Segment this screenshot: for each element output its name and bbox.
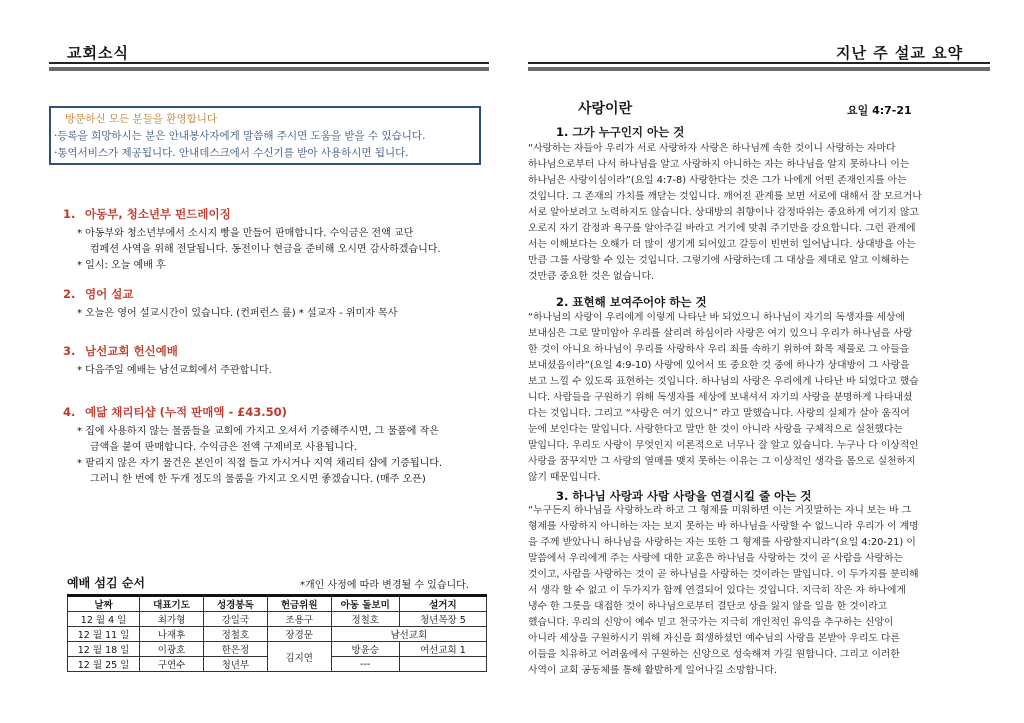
rota-cell: 최가형 [140,612,204,627]
column-header: 헌금위원 [267,596,331,612]
announcement-heading [63,286,503,302]
welcome-box [49,106,481,165]
sermon-line: 을 주께 받았나니 하나님을 사랑하는 자는 또한 그 형제를 사랑할지니라”(요일 4:20-21) 이 [528,537,916,548]
sermon-line: 다는 것입니다. 그리고 “사랑은 여기 있으니” 라고 말했습니다. 사랑의 실체가 살아 움직여 [528,408,910,419]
table-row [68,642,487,657]
rota-date: 12 월 18 일 [68,642,140,657]
announcement-heading [63,343,503,359]
announcement-line: * 아동부와 청소년부에서 소시지 빵을 만들어 판매합니다. 수익금은 전액 교단 [77,228,414,239]
sermon-line: 아니라 세상을 구원하시기 위해 자신을 희생하셨던 예수님의 사랑을 본받아 우리도 다른 [528,633,900,644]
right-header-rule-thick [528,67,990,71]
sermon-paragraph [528,141,988,285]
sermon-line: 말입니다. 우리도 사랑이 무엇인지 이론적으로 너무나 잘 알고 있습니다. 누구나 다 이상적인 [528,440,919,451]
sermon-line: 서 생각 할 수 없고 이 두가지가 함께 연결되어 있다는 것입니다. 지극히 작은 자 하나에게 [528,585,906,596]
rota-cell: 방윤승 [331,642,399,657]
rota-cell [399,657,486,672]
announcement-title: 남선교회 헌신예배 [85,344,178,358]
left-header-rule-thick [49,67,489,71]
announcement-title: 영어 설교 [85,287,134,301]
sermon-line: 보고 느낄 수 있도록 표현하는 것입니다. 하나님의 사랑은 우리에게 나타난 바 되었다고 했습 [528,376,919,387]
announcement-line: 그러니 한 번에 한 두개 정도의 물품을 가지고 오시면 좋겠습니다. (매주 오픈) [90,474,426,485]
sermon-line: 하나님으로부터 나서 하나님을 알고 사랑하지 아니하는 자는 하나님을 알지 못하나니 이는 [528,159,910,170]
sermon-point-heading: 3. 하나님 사랑과 사람 사랑을 연결시킬 줄 아는 것 [556,489,812,503]
left-header-title: 교회소식 [67,44,129,62]
column-header: 아동 돌보미 [331,596,399,612]
sermon-line: “하나님의 사랑이 우리에게 이렇게 나타난 바 되었으니 하나님이 자기의 독생자를 세상에 [528,312,905,323]
announcement-heading [63,404,503,420]
rota-cell: 청년부 [203,657,267,672]
sermon-line: 서는 이해보다는 오해가 더 많이 생기게 되어있고 갈등이 빈번히 일어납니다. 상대방을 아는 [528,239,916,250]
sermon-scripture: 요일 4:7-21 [847,104,912,117]
rota-cell: 김지연 [267,642,331,672]
sermon-line: 않기 때문입니다. [528,472,601,483]
column-header: 성경봉독 [203,596,267,612]
announcement-line: * 오늘은 영어 설교시간이 있습니다. (컨퍼런스 룸) * 설교자 - 위미자 목사 [77,308,398,319]
announcement-line: * 팔리지 않은 자기 물건은 본인이 직접 들고 가시거나 지역 채리티 샵에 기증됩니다. [77,458,443,469]
welcome-line: ·통역서비스가 제공됩니다. 안내데스크에서 수신기를 받아 사용하시면 됩니다. [54,147,409,159]
rota-cell: 장경문 [267,627,331,642]
sermon-point-heading: 1. 그가 누구인지 아는 것 [556,125,685,139]
rota-cell: 구연수 [140,657,204,672]
announcement-heading [63,206,503,222]
sermon-line: 것만큼 중요한 것은 없습니다. [528,271,655,282]
announcement-line: * 일시: 오늘 예배 후 [77,260,166,271]
sermon-paragraph [528,503,988,679]
announcement-3 [63,343,503,379]
column-header: 대표기도 [140,596,204,612]
rota-cell: 정철호 [203,627,267,642]
rota-cell: 정철호 [331,612,399,627]
announcement-title: 아동부, 청소년부 펀드레이징 [85,207,231,221]
rota-date: 12 월 4 일 [68,612,140,627]
left-header-rule [49,62,489,64]
rota-cell: 조용구 [267,612,331,627]
sermon-line: 하나님은 사랑이심이라”(요일 4:7-8) 사랑한다는 것은 그가 나에게 어떤 존재인지를 아는 [528,175,907,186]
announcement-line: 컴페션 사역을 위해 전달됩니다. 동전이나 현금을 준비해 오시면 감사하겠습니다. [90,244,441,255]
rota-cell: 남선교회 [331,627,486,642]
rota-date: 12 월 25 일 [68,657,140,672]
announcement-1 [63,206,503,274]
column-header: 설거지 [399,596,486,612]
sermon-line: 보내심은 그로 말미암아 우리를 살리려 하심이라 사랑은 여기 있으니 우리가 하나님을 사랑 [528,328,913,339]
table-row [68,612,487,627]
table-row [68,627,487,642]
rota-cell: 청년목장 5 [399,612,486,627]
sermon-line: 만큼 그를 사랑할 수 있는 것입니다. 그렇기에 사랑하는데 그 대상을 제대로 알고 이해하는 [528,255,910,266]
sermon-line: 이들을 치유하고 어려움에서 구원하는 신앙으로 성숙해져 가길 원합니다. 그리고 이러한 [528,649,900,660]
sermon-line: 사랑을 꿈꾸지만 그 사랑의 열매를 맺지 못하는 이유는 그 이상적인 생각을 몸으로 실천하지 [528,456,916,467]
right-header-title: 지난 주 설교 요약 [836,44,964,62]
sermon-line: “누구든지 하나님을 사랑하노라 하고 그 형제를 미워하면 이는 거짓말하는 자니 보는 바 그 [528,505,912,516]
rota-cell: 여선교회 1 [399,642,486,657]
sermon-line: 오로지 자기 감정과 욕구를 알아주길 바라고 거기에 맞춰 주기만을 강요합니다. 그런 관계에 [528,223,916,234]
announcement-number: 3. [63,344,76,358]
announcement-title: 예닮 채리티샵 (누적 판매액 - £43.50) [85,405,287,419]
sermon-line: 한 것이 아니요 하나님이 우리를 사랑하사 우리 죄를 속하기 위하여 화목 제물로 그 아들을 [528,344,910,355]
welcome-title: 방문하신 모든 분들을 환영합니다 [65,113,218,125]
column-header: 날짜 [68,596,140,612]
rota-cell: --- [331,657,399,672]
right-header-rule [528,62,990,64]
sermon-line: 형제를 사랑하지 아니하는 자는 보지 못하는 바 하나님을 사랑할 수 없느니라 우리가 이 계명 [528,521,919,532]
rota-cell: 나재후 [140,627,204,642]
announcement-line: * 다음주일 예배는 남선교회에서 주관합니다. [77,365,272,376]
sermon-line: 말씀에서 우리에게 주는 사랑에 대한 교훈은 하나님을 사랑하는 것이 곧 사람을 사랑하는 [528,553,903,564]
rota-note: *개인 사정에 따라 변경될 수 있습니다. [300,580,469,591]
sermon-title: 사랑이란 [578,101,633,117]
sermon-line: 서로 알아보려고 노력하지도 않습니다. 상대방의 취향이나 감정따위는 중요하게 여기지 않고 [528,207,919,218]
service-rota-table [67,594,487,672]
sermon-line: 것이고, 사람을 사랑하는 것이 곧 하나님을 사랑하는 것이라는 말입니다. 이 두가지를 분리해 [528,569,919,580]
announcement-line: * 집에 사용하지 않는 물품들을 교회에 가지고 오셔서 기증해주시면, 그 물품에 작은 [77,426,439,437]
sermon-line: 사역이 교회 공동체를 통해 활발하게 일어나길 소망합니다. [528,665,777,676]
sermon-line: 것입니다. 그 존재의 가치를 깨닫는 것입니다. 깨어진 관계를 보면 서로에 대해서 잘 모르거나 [528,191,922,202]
sermon-point-heading: 2. 표현해 보여주어야 하는 것 [556,295,707,309]
rota-cell: 이광호 [140,642,204,657]
rota-date: 12 월 11 일 [68,627,140,642]
announcement-4 [63,404,503,488]
sermon-line: 눈에 보인다는 말입니다. 사랑한다고 말만 한 것이 아니라 사랑을 구체적으로 실천했다는 [528,424,903,435]
sermon-paragraph [528,310,988,486]
announcement-2 [63,286,503,322]
sermon-line: “사랑하는 자들아 우리가 서로 사랑하자 사랑은 하나님께 속한 것이니 사랑하는 자마다 [528,143,896,154]
announcement-line: 금액을 붙여 판매합니다. 수익금은 전액 구제비로 사용됩니다. [90,442,357,453]
sermon-line: 보내셨음이라”(요일 4:9-10) 사랑에 있어서 또 중요한 것 중에 하나가 상대방이 그 사랑을 [528,360,910,371]
table-header-row [68,596,487,612]
sermon-line: 니다. 사람들을 구원하기 위해 독생자를 세상에 보내셔서 자기의 사랑을 분명하게 나타내셨 [528,392,913,403]
rota-cell: 한은정 [203,642,267,657]
announcement-number: 1. [63,207,76,221]
welcome-line: ·등록을 희망하시는 분은 안내봉사자에게 말씀해 주시면 도움을 받을 수 있습니다. [54,130,426,142]
announcement-number: 2. [63,287,76,301]
sermon-line: 했습니다. 우리의 신앙이 예수 믿고 천국가는 지극히 개인적인 유익을 추구하는 신앙이 [528,617,894,628]
announcement-number: 4. [63,405,76,419]
rota-cell: 강일국 [203,612,267,627]
rota-title: 예배 섬김 순서 [67,576,145,590]
sermon-line: 냉수 한 그릇을 대접한 것이 하나님으로부터 결단코 상을 잃지 않을 일을 한 것이라고 [528,601,888,612]
